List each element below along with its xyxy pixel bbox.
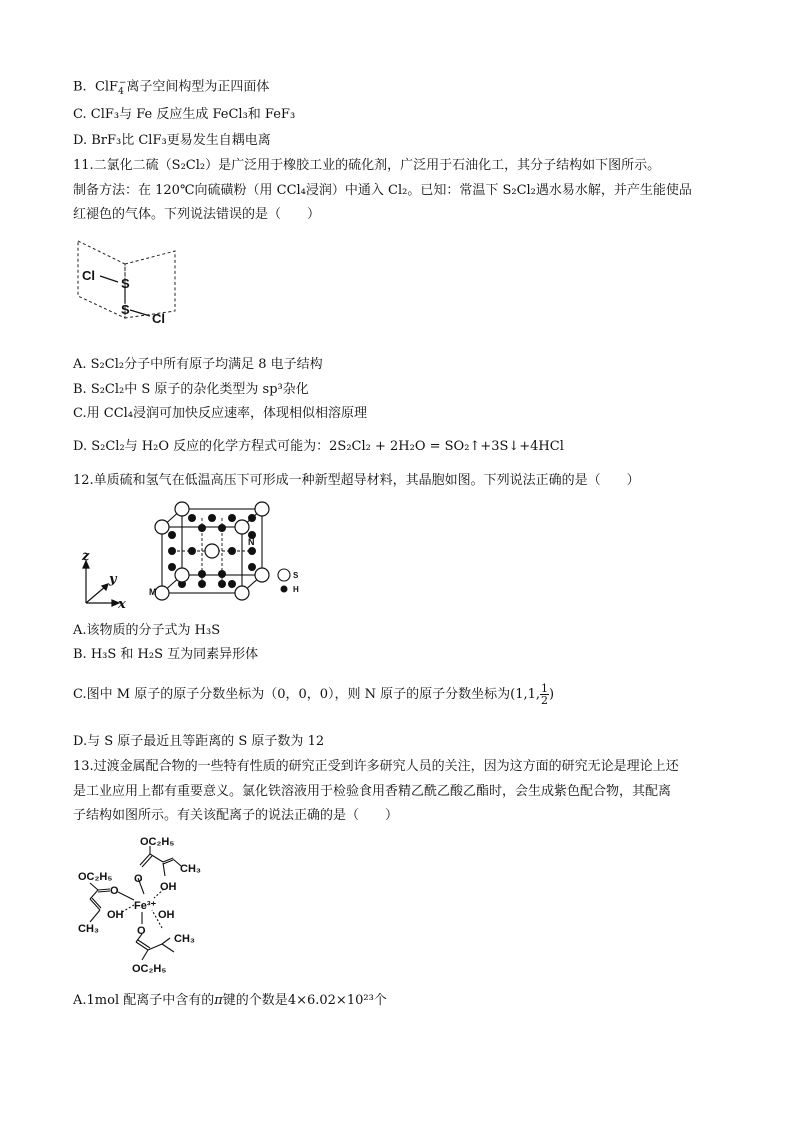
- methyl-group-label: CH₃: [180, 863, 201, 875]
- q11-option-a: A. S₂Cl₂分子中所有原子均满足 8 电子结构: [73, 357, 323, 372]
- hydroxyl-group-label: OH: [107, 909, 124, 921]
- s-atom-label: S: [121, 302, 130, 317]
- oxygen-atom-label: O: [134, 873, 143, 885]
- s2cl2-structure-diagram: [70, 236, 200, 344]
- ethoxy-group-label: OC₂H₅: [78, 871, 113, 883]
- q11-stem-line1: 11.二氯化二硫（S₂Cl₂）是广泛用于橡胶工业的硫化剂，广泛用于石油化工，其分子结构如下图所示。: [73, 158, 661, 173]
- q11-option-d: D. S₂Cl₂与 H₂O 反应的化学方程式可能为：2S₂Cl₂ + 2H₂O = SO₂↑+3S↓+4HCl: [73, 439, 564, 454]
- z-axis-label: z: [82, 549, 90, 564]
- q13-stem-line2: 是工业应用上都有重要意义。氯化铁溶液用于检验食用香精乙酰乙酸乙酯时，会生成紫色配合物，其配离: [73, 784, 672, 799]
- q13-option-a: A.1mol 配离子中含有的π键的个数是4×6.02×10²³个: [73, 993, 387, 1008]
- oxygen-atom-label: O: [110, 885, 119, 897]
- q10-option-b: B. ClF$_4$−离子空间构型为正四面体: [73, 78, 270, 97]
- methyl-group-label: CH₃: [174, 933, 195, 945]
- q12-option-d: D.与 S 原子最近且等距离的 S 原子数为 12: [73, 734, 325, 749]
- y-axis-label: y: [109, 572, 117, 587]
- hydroxyl-group-label: OH: [158, 909, 175, 921]
- q11-stem-line2: 制备方法：在 120℃向硫磺粉（用 CCl₄浸润）中通入 Cl₂。已知：常温下 S₂Cl₂遇水易水解，并产生能使品: [73, 183, 692, 198]
- q10-option-c: C. ClF₃与 Fe 反应生成 FeCl₃和 FeF₃: [73, 107, 296, 122]
- fraction-half: $\frac{1}{2}$: [541, 682, 549, 707]
- iron-complex-structure-diagram: [70, 832, 220, 978]
- q12-option-a: A.该物质的分子式为 H₃S: [73, 623, 221, 638]
- crystal-cell-diagram: [74, 498, 314, 616]
- methyl-group-label: CH₃: [78, 923, 99, 935]
- ethoxy-group-label: OC₂H₅: [140, 836, 175, 848]
- q11-stem-line3: 红褪色的气体。下列说法错误的是（ ）: [73, 207, 321, 222]
- x-axis-label: x: [118, 597, 126, 612]
- oxygen-atom-label: O: [137, 925, 146, 937]
- q10-option-d: D. BrF₃比 ClF₃更易发生自耦电离: [73, 133, 271, 148]
- legend-h-label: H: [293, 585, 299, 594]
- q11-option-b: B. S₂Cl₂中 S 原子的杂化类型为 sp³杂化: [73, 382, 309, 397]
- q11-option-c: C.用 CCl₄浸润可加快反应速率，体现相似相溶原理: [73, 406, 368, 421]
- right-plane: [125, 251, 175, 318]
- ethoxy-group-label: OC₂H₅: [132, 963, 167, 975]
- q12-option-b: B. H₃S 和 H₂S 互为同素异形体: [73, 647, 259, 662]
- cl-atom-label: Cl: [152, 311, 165, 326]
- q12-stem: 12.单质硫和氢气在低温高压下可形成一种新型超导材料，其晶胞如图。下列说法正确的是（ ）: [73, 473, 640, 488]
- hydroxyl-group-label: OH: [160, 881, 177, 893]
- point-n-label: N: [248, 537, 255, 547]
- s-atom-label: S: [121, 276, 130, 291]
- point-m-label: M: [149, 587, 157, 597]
- q12-option-c: C.图中 M 原子的原子分数坐标为（0，0，0），则 N 原子的原子分数坐标为(1,1, $\frac{1}{2}$ ): [73, 682, 555, 707]
- q13-stem-line1: 13.过渡金属配合物的一些特有性质的研究正受到许多研究人员的关注，因为这方面的研究无论是理论上还: [73, 759, 679, 774]
- legend-s-label: S: [293, 571, 299, 580]
- atom-legend: [278, 569, 299, 594]
- q13-stem-line3: 子结构如图所示。有关该配离子的说法正确的是（ ）: [73, 808, 399, 823]
- iron-ion-label: Fe³⁺: [134, 900, 157, 912]
- cl-atom-label: Cl: [82, 268, 95, 283]
